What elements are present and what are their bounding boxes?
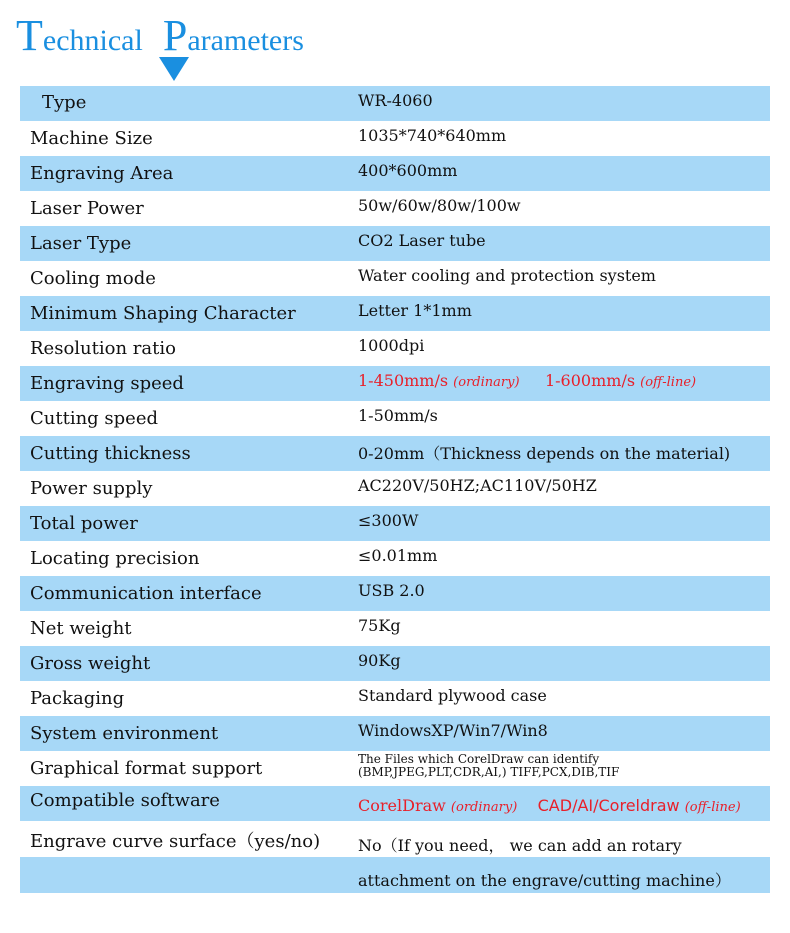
- table-row: [20, 226, 770, 261]
- table-row: [20, 191, 770, 226]
- table-row: [20, 436, 770, 471]
- row-label: Laser Type: [30, 233, 132, 254]
- title-word-echnical: echnical: [42, 24, 143, 57]
- title-initial-p: P: [162, 11, 188, 60]
- row-label: Engraving speed: [30, 373, 184, 394]
- row-value: 1000dpi: [358, 336, 425, 355]
- title-initial-t: T: [16, 11, 43, 60]
- table-row: [20, 401, 770, 436]
- software-offline: CAD/AI/Coreldraw: [537, 796, 680, 815]
- row-value-line-2: attachment on the engrave/cutting machine）: [358, 871, 731, 890]
- row-value: CO2 Laser tube: [358, 231, 486, 250]
- row-label: Graphical format support: [30, 758, 263, 779]
- row-value: Letter 1*1mm: [358, 301, 472, 320]
- row-value: 90Kg: [358, 651, 401, 670]
- row-value: Standard plywood case: [358, 686, 547, 705]
- row-label: Compatible software: [30, 790, 220, 811]
- row-value: 75Kg: [358, 616, 401, 635]
- row-label: Cutting speed: [30, 408, 159, 429]
- row-value: 0-20mm（Thickness depends on the material): [358, 444, 731, 463]
- speed-offline-note: (off-line): [640, 375, 697, 390]
- table-row: [20, 366, 770, 401]
- row-label: Locating precision: [30, 548, 200, 569]
- row-label: Engraving Area: [30, 163, 174, 184]
- software-ordinary-note: (ordinary): [450, 800, 518, 815]
- row-label: Cooling mode: [30, 268, 156, 289]
- row-label: Machine Size: [30, 128, 153, 149]
- row-label: Power supply: [30, 478, 153, 499]
- table-row: [20, 681, 770, 716]
- table-row: [20, 576, 770, 611]
- row-value: 400*600mm: [358, 161, 458, 180]
- row-value: USB 2.0: [358, 581, 425, 600]
- row-label: Cutting thickness: [30, 443, 191, 464]
- row-value: [358, 371, 696, 390]
- speed-ordinary-note: (ordinary): [453, 375, 520, 390]
- row-value: 1035*740*640mm: [358, 126, 507, 145]
- row-value-line-1: The Files which CorelDraw can identify: [358, 752, 600, 766]
- parameters-table: [20, 86, 770, 893]
- speed-offline: 1-600mm/s: [544, 371, 636, 390]
- row-label: Type: [42, 92, 87, 113]
- title-word-arameters: arameters: [187, 24, 304, 57]
- row-label: Minimum Shaping Character: [30, 303, 296, 324]
- table-row: [20, 86, 770, 121]
- row-value-line-1: No（If you need， we can add an rotary: [358, 836, 682, 855]
- row-value: 50w/60w/80w/100w: [358, 196, 521, 215]
- row-label: Engrave curve surface（yes/no): [30, 831, 321, 852]
- row-label: Communication interface: [30, 583, 262, 604]
- table-row: [20, 716, 770, 751]
- table-row: [20, 471, 770, 506]
- table-row: [20, 646, 770, 681]
- row-value: 1-50mm/s: [358, 406, 438, 425]
- table-row: [20, 296, 770, 331]
- speed-ordinary: 1-450mm/s: [358, 371, 449, 390]
- software-offline-note: (off-line): [684, 800, 741, 815]
- row-value: WR-4060: [358, 91, 433, 110]
- page-title: [16, 10, 304, 60]
- row-value: ≤0.01mm: [358, 546, 438, 565]
- row-value: WindowsXP/Win7/Win8: [358, 721, 548, 740]
- row-value: AC220V/50HZ;AC110V/50HZ: [358, 476, 597, 495]
- row-label: Gross weight: [30, 653, 151, 674]
- row-label: Net weight: [30, 618, 132, 639]
- table-row: [20, 611, 770, 646]
- table-row: [20, 541, 770, 576]
- row-label: Total power: [30, 513, 138, 534]
- row-value: [358, 796, 741, 815]
- row-label: Resolution ratio: [30, 338, 176, 359]
- row-value: ≤300W: [358, 511, 419, 530]
- triangle-down-icon: [159, 57, 189, 81]
- table-row: [20, 786, 770, 821]
- table-row: [20, 121, 770, 156]
- table-row: [20, 506, 770, 541]
- table-row: [20, 156, 770, 191]
- row-label: Packaging: [30, 688, 125, 709]
- table-row: [20, 751, 770, 786]
- table-row: [20, 821, 770, 893]
- row-label: Laser Power: [30, 198, 144, 219]
- row-label: System environment: [30, 723, 219, 744]
- table-row: [20, 261, 770, 296]
- table-row: [20, 331, 770, 366]
- row-value: Water cooling and protection system: [358, 266, 656, 285]
- software-ordinary: CorelDraw: [358, 796, 446, 815]
- row-value-line-2: (BMP,JPEG,PLT,CDR,AI,) TIFF,PCX,DIB,TIF: [358, 765, 620, 779]
